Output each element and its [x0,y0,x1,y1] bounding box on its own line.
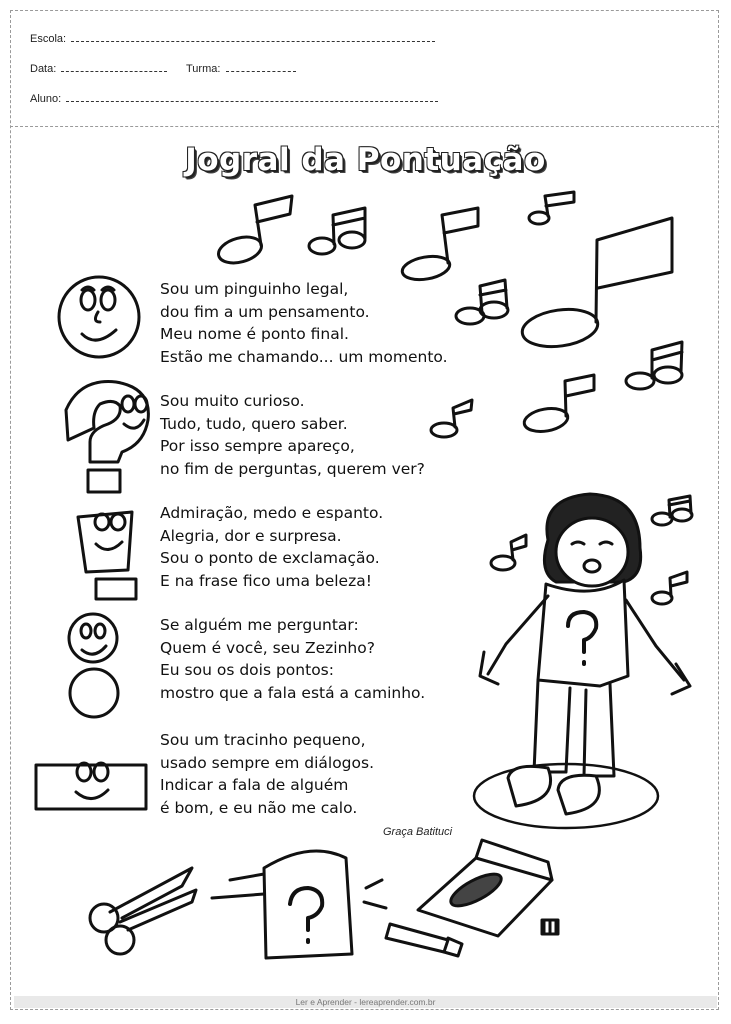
poem-line: mostro que a fala está a caminho. [160,683,426,702]
poem-line: no fim de perguntas, querem ver? [160,459,425,478]
poem-line: Eu sou os dois pontos: [160,661,334,679]
child-singing-illustration [474,494,690,828]
poem-line: Se alguém me perguntar: [160,616,359,634]
poem-line: Sou um tracinho pequeno, [160,731,366,749]
poem-line: Quem é você, seu Zezinho? [160,638,375,657]
question-mark-face-icon [66,382,148,492]
footer-text: Ler e Aprender - lereaprender.com.br [295,997,436,1007]
poem-line: é bom, e eu não me calo. [160,798,358,817]
poem-line: E na frase fico uma beleza! [160,571,372,590]
poem-line: Indicar a fala de alguém [160,776,349,794]
poem-line: Sou o ponto de exclamação. [160,549,380,567]
school-label: Escola: [30,33,67,45]
stanza-period [160,278,448,368]
class-label: Turma: [186,63,221,75]
poem-line: Admiração, medo e espanto. [160,504,384,522]
crayon-box-icon [418,840,552,936]
stanza-colon [160,614,425,704]
poem-line: Sou um pinguinho legal, [160,280,349,298]
stanza-dash [160,729,374,819]
scissors-icon [90,868,196,954]
stanza-question [160,390,425,480]
page-title: Jogral da Pontuação [185,142,546,178]
poem-line: Alegria, dor e surpresa. [160,526,342,545]
author-credit: Graça Batituci [383,826,453,838]
poem-line: Meu nome é ponto final. [160,325,349,343]
poem-line: Tudo, tudo, quero saber. [160,414,348,433]
poem-line: usado sempre em diálogos. [160,753,375,772]
poem-line: Sou muito curioso. [160,392,305,410]
period-face-icon [59,277,139,357]
sharpener-icon [542,920,558,934]
exclamation-face-icon [78,512,136,599]
poem-line: dou fim a um pensamento. [160,302,370,321]
poem-line: Por isso sempre apareço, [160,437,355,455]
glue-stick-icon [386,924,462,956]
dash-face-icon [36,763,146,809]
poem-line: Estão me chamando... um momento. [160,347,448,366]
student-label: Aluno: [30,93,62,105]
stanza-exclamation [160,502,383,592]
colon-face-icon [69,614,118,717]
shirt-icon [212,851,386,958]
date-label: Data: [30,63,57,75]
